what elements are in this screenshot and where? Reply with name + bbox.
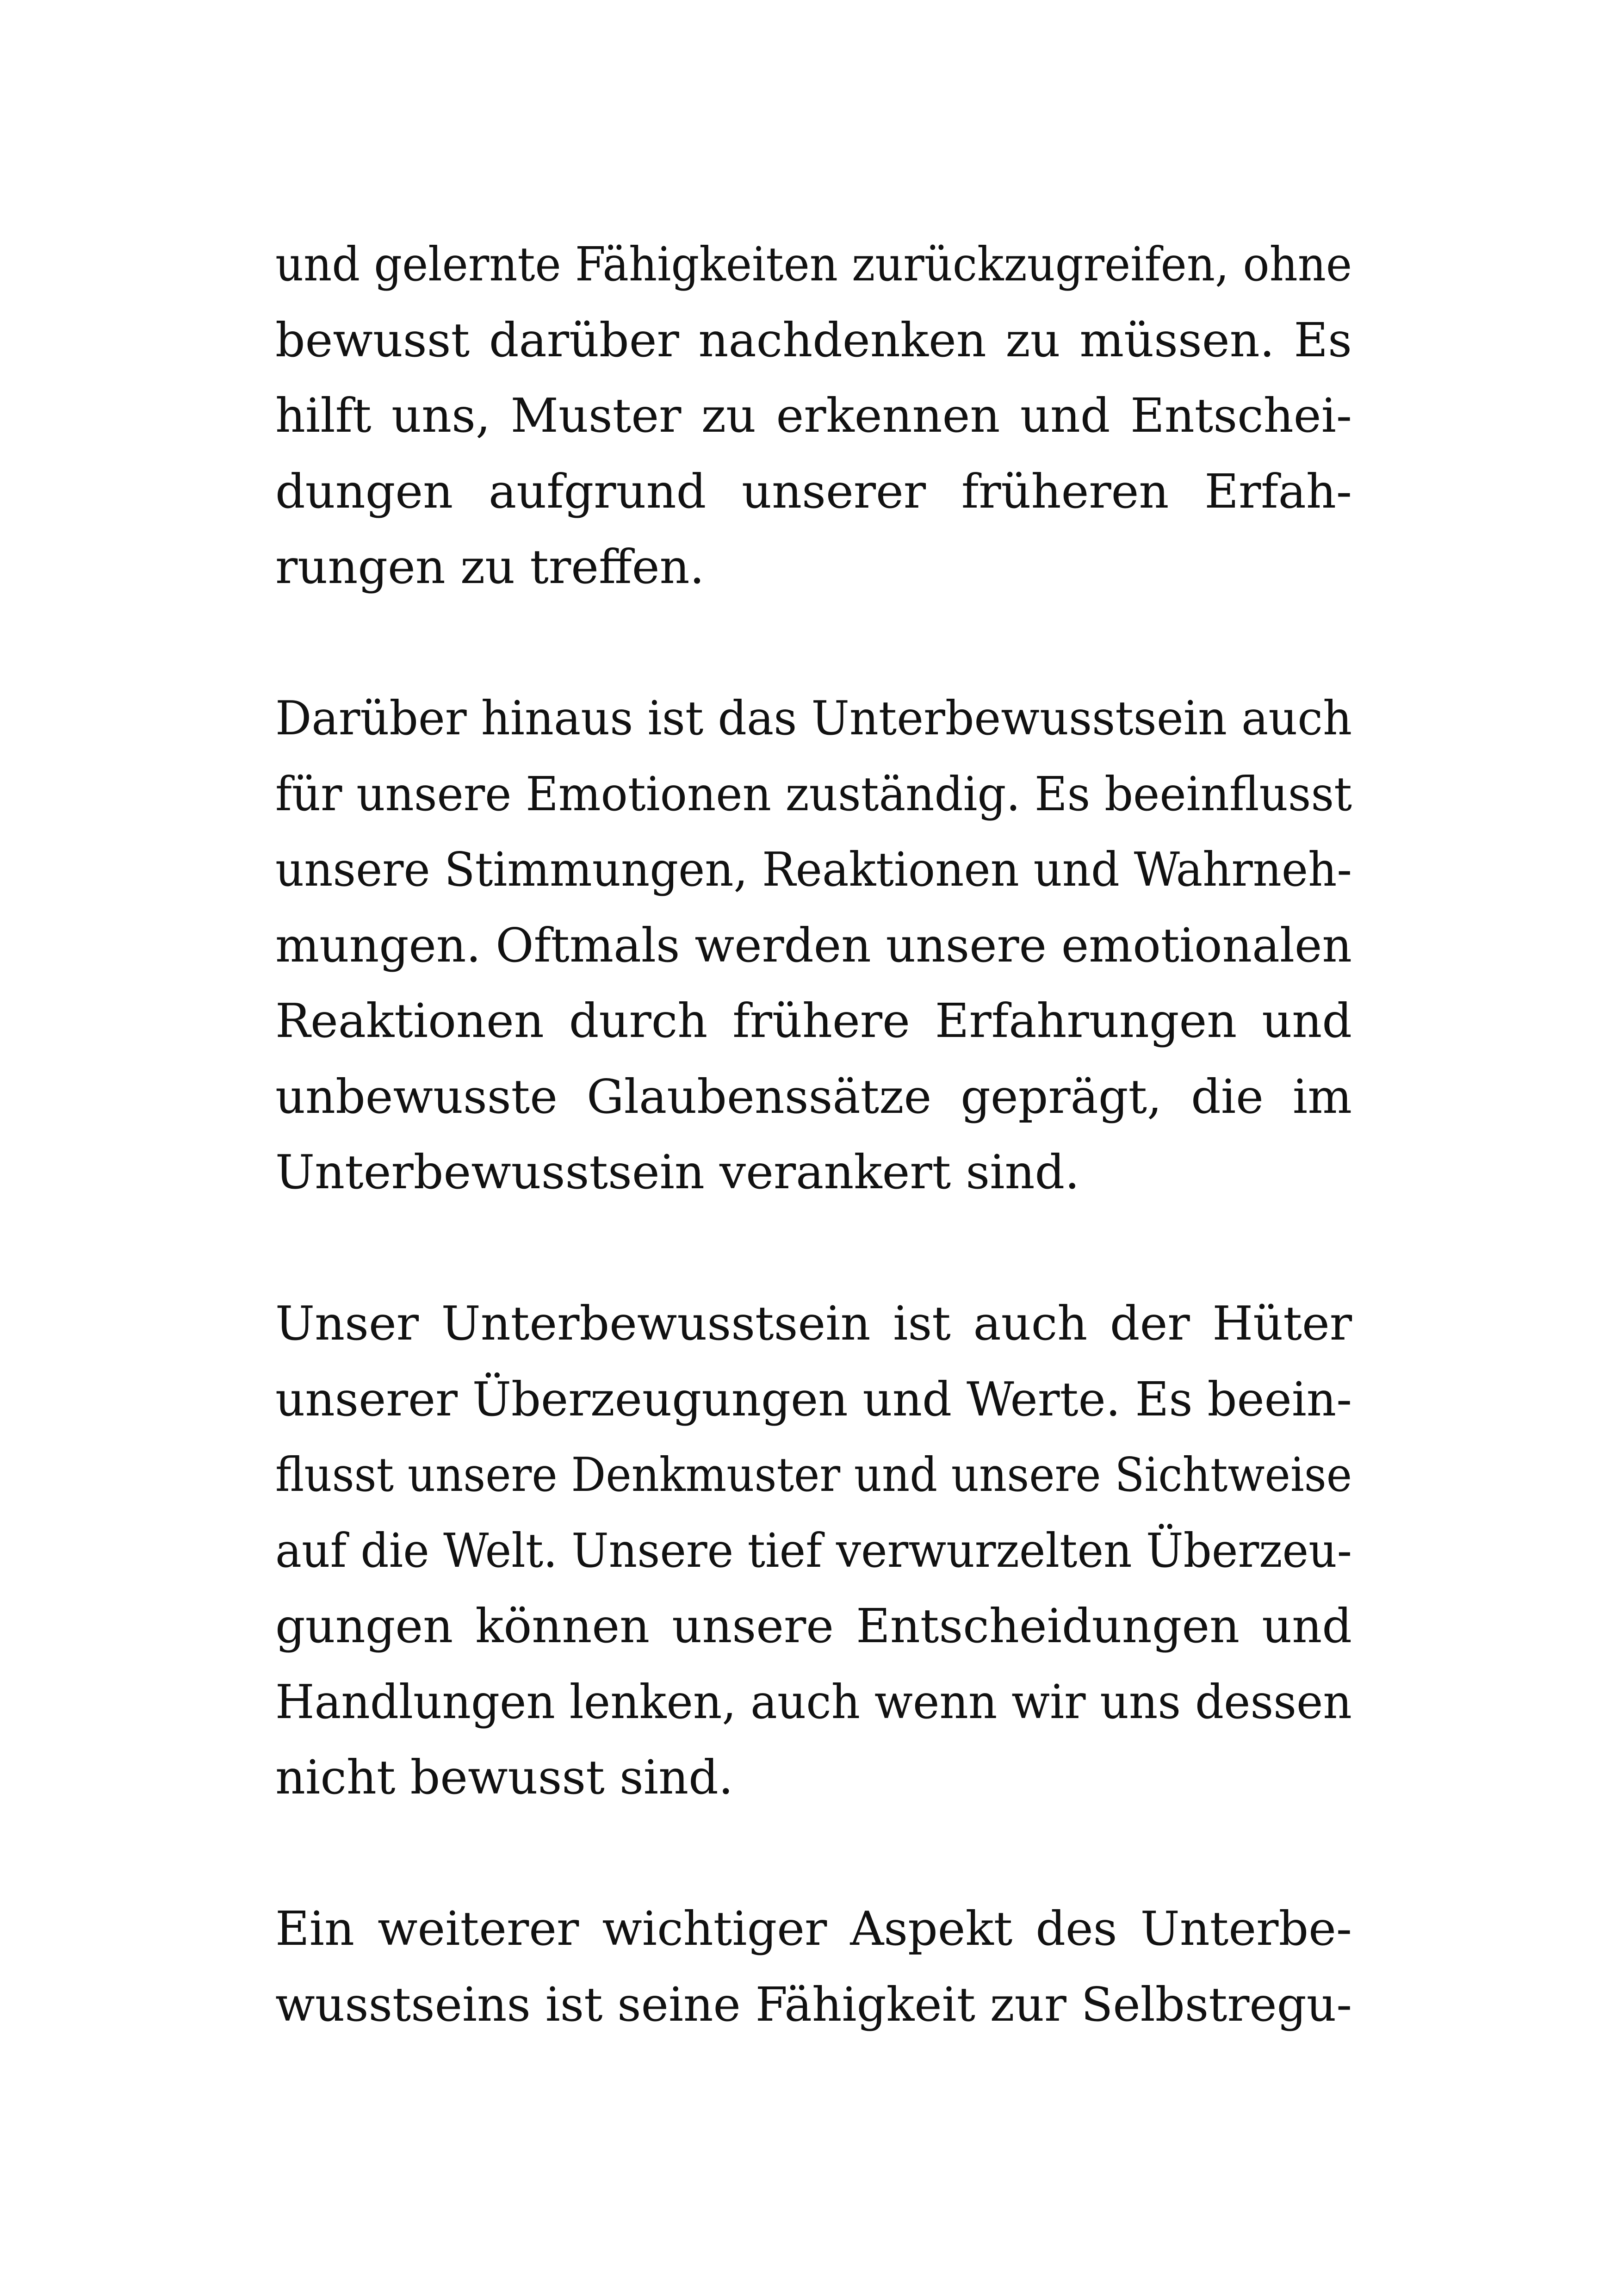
text-line: Darüber hinaus ist das Unterbewusstsein auch <box>275 691 1352 745</box>
text-line: Unser Unterbewusstsein ist auch der Hüter <box>275 1296 1352 1351</box>
text-line: unsere Stimmungen, Reaktionen und Wahrneh- <box>275 842 1352 897</box>
text-line: hilft uns, Muster zu erkennen und Entschei- <box>275 388 1352 443</box>
text-line: Unterbewusstsein verankert sind. <box>275 1145 1080 1199</box>
paragraph-gap <box>275 1816 1352 1892</box>
text-line: bewusst darüber nachdenken zu müssen. Es <box>275 312 1352 367</box>
text-line: und gelernte Fähigkeiten zurückzugreifen, ohne <box>275 237 1352 292</box>
text-line: gungen können unsere Entscheidungen und <box>275 1599 1352 1653</box>
text-line: unserer Überzeugungen und Werte. Es beein- <box>275 1371 1352 1427</box>
text-line: für unsere Emotionen zuständig. Es beeinflusst <box>275 766 1352 821</box>
text-line: Handlungen lenken, auch wenn wir uns dessen <box>275 1674 1352 1729</box>
text-line: auf die Welt. Unsere tief verwurzelten Überzeu- <box>275 1523 1352 1578</box>
text-line: Reaktionen durch frühere Erfahrungen und <box>275 993 1352 1048</box>
text-line: Ein weiterer wichtiger Aspekt des Unterbe- <box>275 1901 1352 1956</box>
body-text <box>275 227 1352 2042</box>
text-line: wusstseins ist seine Fähigkeit zur Selbstregu- <box>275 1977 1352 2032</box>
text-line: nicht bewusst sind. <box>275 1750 733 1805</box>
text-line: mungen. Oftmals werden unsere emotionalen <box>275 918 1352 973</box>
paragraph-gap <box>275 605 1352 681</box>
text-line: rungen zu treffen. <box>275 540 705 594</box>
text-line: dungen aufgrund unserer früheren Erfah- <box>275 464 1352 519</box>
text-line: flusst unsere Denkmuster und unsere Sichtweise <box>275 1447 1352 1502</box>
text-line: unbewusste Glaubenssätze geprägt, die im <box>275 1069 1352 1124</box>
paragraph-gap <box>275 1210 1352 1286</box>
